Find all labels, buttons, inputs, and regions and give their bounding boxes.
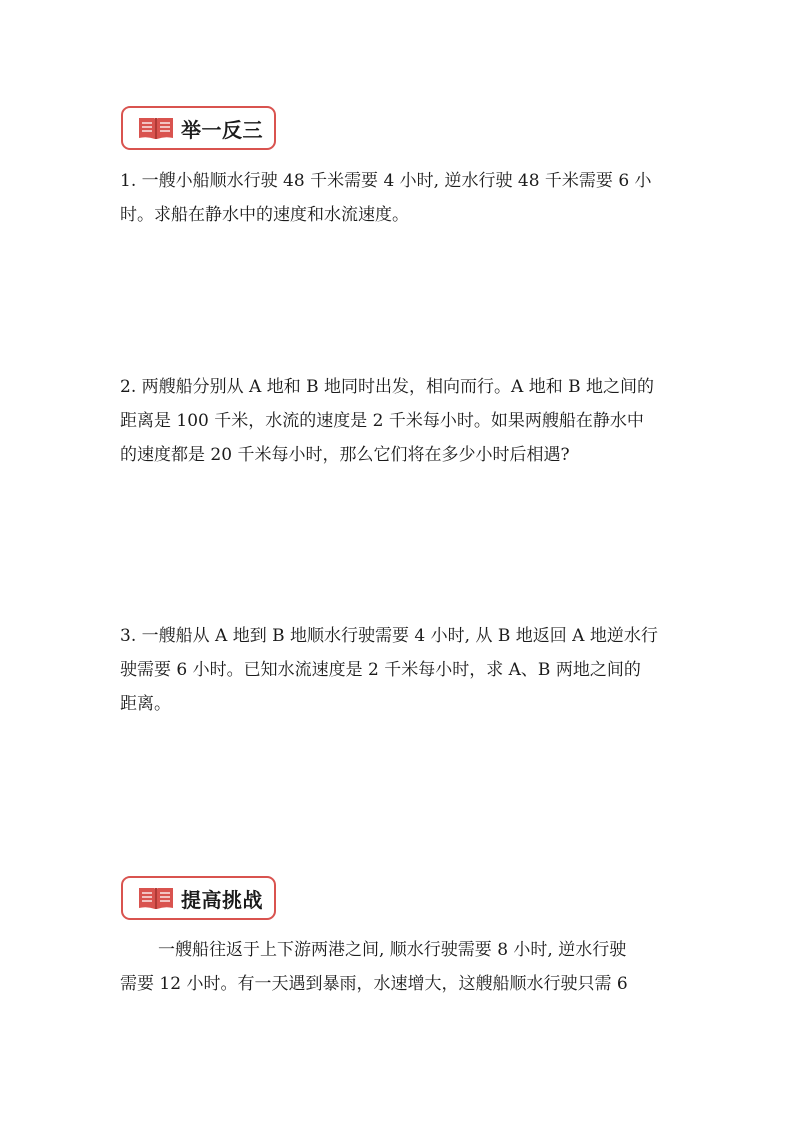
section-badge-practice: [121, 106, 276, 150]
open-book-icon: [137, 115, 175, 141]
section-heading: 举一反三: [181, 117, 263, 142]
problem-line: 时。求船在静水中的速度和水流速度。: [120, 205, 409, 225]
problem-3: [120, 619, 680, 721]
problem-line: 驶需要 6 小时。已知水流速度是 2 千米每小时，求 A、B 两地之间的: [120, 660, 641, 680]
problem-line: 距离是 100 千米，水流的速度是 2 千米每小时。如果两艘船在静水中: [120, 411, 644, 431]
open-book-icon: [137, 885, 175, 911]
problem-1: [120, 164, 680, 232]
problem-2: [120, 370, 680, 472]
section-badge-challenge: [121, 876, 276, 920]
problem-line: 1. 一艘小船顺水行驶 48 千米需要 4 小时, 逆水行驶 48 千米需要 6 小: [120, 171, 652, 191]
problem-line: 的速度都是 20 千米每小时，那么它们将在多少小时后相遇?: [120, 445, 570, 465]
challenge-line: 一艘船往返于上下游两港之间, 顺水行驶需要 8 小时, 逆水行驶: [158, 940, 627, 960]
challenge-problem: [120, 933, 680, 1001]
problem-line: 距离。: [120, 694, 171, 714]
problem-line: 3. 一艘船从 A 地到 B 地顺水行驶需要 4 小时, 从 B 地返回 A 地逆水行: [120, 626, 658, 646]
section-heading: 提高挑战: [181, 887, 263, 912]
challenge-line: 需要 12 小时。有一天遇到暴雨，水速增大，这艘船顺水行驶只需 6: [120, 974, 628, 994]
problem-line: 2. 两艘船分别从 A 地和 B 地同时出发，相向而行。A 地和 B 地之间的: [120, 377, 654, 397]
